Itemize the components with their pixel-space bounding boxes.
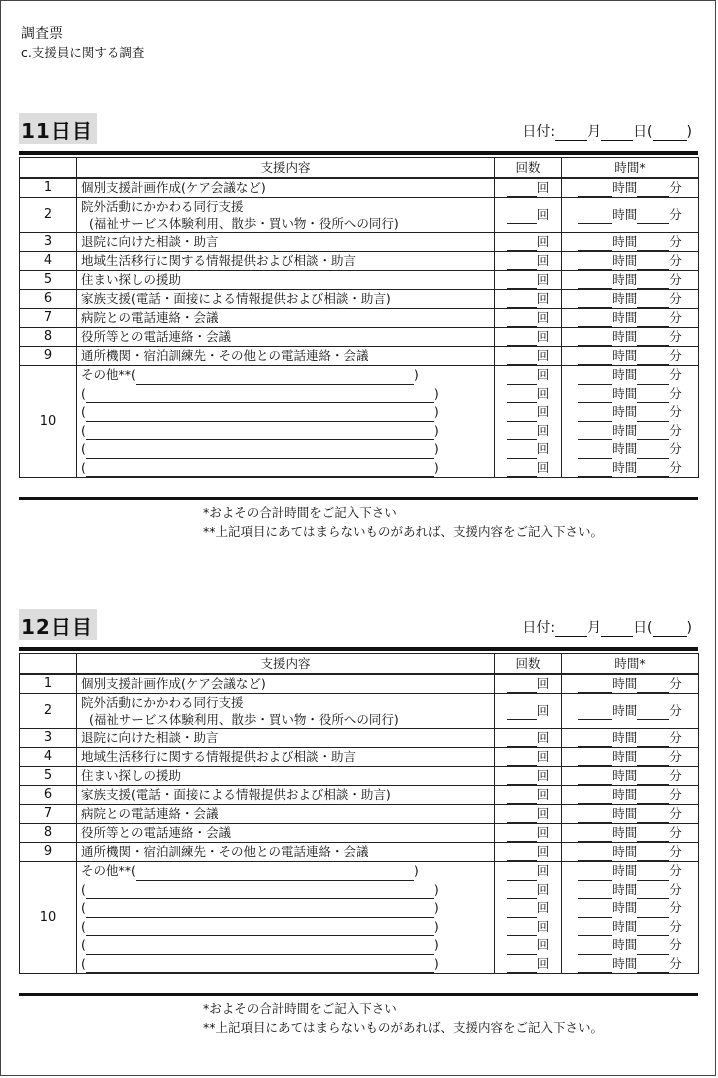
- other-blank[interactable]: [86, 426, 434, 440]
- time-cell[interactable]: [562, 233, 699, 252]
- time-cell[interactable]: [562, 767, 699, 786]
- hour-unit: 時間: [612, 310, 638, 325]
- table-row-other: [20, 366, 699, 478]
- time-cell[interactable]: [562, 694, 699, 729]
- minute-unit: 分: [669, 806, 682, 821]
- other-blank[interactable]: [86, 941, 434, 955]
- header-time: 時間*: [562, 654, 699, 675]
- time-cell[interactable]: [562, 290, 699, 309]
- hour-blank[interactable]: [578, 809, 612, 823]
- count-unit: 回: [536, 749, 550, 764]
- count-unit: 回: [536, 676, 550, 691]
- hour-blank[interactable]: [578, 408, 612, 422]
- day-blank[interactable]: [601, 126, 633, 141]
- hour-unit: 時間: [612, 329, 638, 344]
- count-cell[interactable]: [495, 178, 562, 198]
- table-row: [20, 786, 699, 805]
- table-row: [20, 178, 699, 198]
- count-cell[interactable]: [495, 271, 562, 290]
- hour-unit: 時間: [612, 844, 638, 859]
- month-blank[interactable]: [555, 622, 587, 637]
- doc-subtitle: c.支援員に関する調査: [21, 45, 145, 60]
- row-number: 4: [20, 252, 77, 271]
- table-row: [20, 198, 699, 233]
- count-blank[interactable]: [507, 426, 537, 440]
- minute-unit: 分: [669, 207, 682, 222]
- row-content: 住まい探しの援助: [77, 767, 495, 786]
- minute-unit: 分: [669, 329, 682, 344]
- hour-blank[interactable]: [578, 275, 612, 289]
- minute-blank[interactable]: [637, 752, 669, 766]
- row-number: 3: [20, 233, 77, 252]
- bottom-rule: [19, 993, 698, 996]
- date-field: [522, 121, 692, 141]
- header-time: 時間*: [562, 158, 699, 179]
- count-blank[interactable]: [507, 771, 537, 785]
- hour-blank[interactable]: [578, 463, 612, 477]
- minute-blank[interactable]: [637, 275, 669, 289]
- other-blank[interactable]: [86, 389, 434, 403]
- count-cell[interactable]: [495, 843, 562, 862]
- table-row: [20, 729, 699, 748]
- minute-blank[interactable]: [637, 294, 669, 308]
- minute-blank[interactable]: [637, 463, 669, 477]
- row-number: 5: [20, 271, 77, 290]
- hour-blank[interactable]: [578, 904, 612, 918]
- minute-unit: 分: [669, 310, 682, 325]
- minute-blank[interactable]: [637, 904, 669, 918]
- hour-unit: 時間: [612, 207, 638, 222]
- hour-unit: 時間: [612, 272, 638, 287]
- row-content: 病院との電話連絡・会議: [77, 309, 495, 328]
- day-section: [19, 609, 698, 1035]
- support-table: [19, 653, 699, 974]
- time-cell[interactable]: [562, 786, 699, 805]
- count-blank[interactable]: [507, 408, 537, 422]
- header-content: 支援内容: [77, 158, 495, 179]
- hour-unit: 時間: [612, 806, 638, 821]
- time-cell[interactable]: [562, 843, 699, 862]
- other-blank[interactable]: [86, 463, 434, 477]
- hour-unit: 時間: [612, 768, 638, 783]
- minute-unit: 分: [669, 253, 682, 268]
- count-blank[interactable]: [507, 463, 537, 477]
- count-unit: 回: [536, 787, 550, 802]
- minute-blank[interactable]: [637, 313, 669, 327]
- minute-blank[interactable]: [637, 733, 669, 747]
- count-blank[interactable]: [507, 275, 537, 289]
- count-blank[interactable]: [507, 941, 537, 955]
- count-blank[interactable]: [507, 904, 537, 918]
- row-content: 院外活動にかかわる同行支援 (福祉サービス体験利用、散歩・買い物・役所への同行): [77, 198, 495, 233]
- table-row: [20, 805, 699, 824]
- hour-unit: 時間: [612, 730, 638, 745]
- count-blank[interactable]: [507, 313, 537, 327]
- row-number: 3: [20, 729, 77, 748]
- other-label: その他**: [81, 863, 132, 878]
- month-label: 月: [587, 620, 602, 636]
- footnote-2: **上記項目にあてはまらないものがあれば、支援内容をご記入下さい。: [203, 1020, 604, 1035]
- count-unit: 回: [536, 825, 550, 840]
- hour-blank[interactable]: [578, 256, 612, 270]
- hour-blank[interactable]: [578, 828, 612, 842]
- time-cell[interactable]: [562, 178, 699, 198]
- count-blank[interactable]: [507, 351, 537, 365]
- row-content: 住まい探しの援助: [77, 271, 495, 290]
- count-unit: 回: [536, 844, 550, 859]
- count-cell[interactable]: [495, 748, 562, 767]
- minute-blank[interactable]: [637, 426, 669, 440]
- hour-unit: 時間: [612, 348, 638, 363]
- hour-blank[interactable]: [578, 332, 612, 346]
- hour-blank[interactable]: [578, 237, 612, 251]
- footnote-2: **上記項目にあてはまらないものがあれば、支援内容をご記入下さい。: [203, 524, 604, 539]
- hour-unit: 時間: [612, 253, 638, 268]
- header-count: 回数: [495, 158, 562, 179]
- table-row: [20, 694, 699, 729]
- count-blank[interactable]: [507, 828, 537, 842]
- count-blank[interactable]: [507, 210, 537, 224]
- minute-blank[interactable]: [637, 351, 669, 365]
- hour-blank[interactable]: [578, 922, 612, 936]
- count-blank[interactable]: [507, 389, 537, 403]
- hour-blank[interactable]: [578, 771, 612, 785]
- top-rule: [19, 647, 698, 651]
- count-cell[interactable]: [495, 824, 562, 843]
- time-cell[interactable]: [562, 252, 699, 271]
- count-cell[interactable]: [495, 767, 562, 786]
- hour-unit: 時間: [612, 787, 638, 802]
- time-cell[interactable]: [562, 674, 699, 694]
- count-blank[interactable]: [507, 183, 537, 197]
- row-number: 2: [20, 694, 77, 729]
- count-unit: 回: [536, 730, 550, 745]
- minute-blank[interactable]: [637, 445, 669, 459]
- minute-blank[interactable]: [637, 237, 669, 251]
- weekday-blank[interactable]: [653, 622, 687, 637]
- time-cell[interactable]: [562, 748, 699, 767]
- count-unit: 回: [536, 207, 550, 222]
- hour-blank[interactable]: [578, 867, 612, 881]
- minute-blank[interactable]: [637, 408, 669, 422]
- minute-blank[interactable]: [637, 922, 669, 936]
- other-blank[interactable]: [136, 867, 414, 881]
- count-blank[interactable]: [507, 706, 537, 720]
- footnote-1: *およその合計時間をご記入下さい: [203, 505, 397, 520]
- time-cell[interactable]: [562, 729, 699, 748]
- time-cell[interactable]: 時間 分 時間 分 時間 分 時間 分 時間 分 時間 分: [562, 366, 699, 478]
- minute-unit: 分: [669, 703, 682, 718]
- close-paren: ): [686, 124, 692, 140]
- table-row: [20, 674, 699, 694]
- row-number: 7: [20, 309, 77, 328]
- count-unit: 回: [536, 291, 550, 306]
- hour-blank[interactable]: [578, 351, 612, 365]
- close-paren: ): [686, 620, 692, 636]
- row-number: 2: [20, 198, 77, 233]
- hour-unit: 時間: [612, 234, 638, 249]
- minute-blank[interactable]: [637, 959, 669, 973]
- table-row: [20, 271, 699, 290]
- day-section: [19, 113, 698, 539]
- minute-blank[interactable]: [637, 371, 669, 385]
- minute-unit: 分: [669, 272, 682, 287]
- hour-blank[interactable]: [578, 847, 612, 861]
- table-row: [20, 843, 699, 862]
- doc-title: 調査票: [21, 26, 63, 42]
- table-header: [20, 654, 699, 675]
- minute-blank[interactable]: [637, 210, 669, 224]
- count-unit: 回: [536, 329, 550, 344]
- table-row: [20, 824, 699, 843]
- table-row: [20, 347, 699, 366]
- row-content: 地域生活移行に関する情報提供および相談・助言: [77, 748, 495, 767]
- footnote-1: *およその合計時間をご記入下さい: [203, 1001, 397, 1016]
- header-content: 支援内容: [77, 654, 495, 675]
- minute-unit: 分: [669, 768, 682, 783]
- table-row: [20, 252, 699, 271]
- minute-unit: 分: [669, 676, 682, 691]
- count-cell[interactable]: [495, 198, 562, 233]
- row-number: 1: [20, 674, 77, 694]
- count-cell[interactable]: [495, 674, 562, 694]
- count-blank[interactable]: [507, 256, 537, 270]
- header-count: 回数: [495, 654, 562, 675]
- row-number: 10: [20, 862, 77, 974]
- other-blank[interactable]: [86, 959, 434, 973]
- table-row: [20, 233, 699, 252]
- count-cell[interactable]: [495, 805, 562, 824]
- count-unit: 回: [536, 234, 550, 249]
- other-label: その他**: [81, 367, 132, 382]
- time-cell[interactable]: [562, 805, 699, 824]
- count-unit: 回: [536, 806, 550, 821]
- hour-blank[interactable]: [578, 183, 612, 197]
- count-unit: 回: [536, 348, 550, 363]
- minute-blank[interactable]: [637, 389, 669, 403]
- row-content: 家族支援(電話・面接による情報提供および相談・助言): [77, 786, 495, 805]
- count-cell[interactable]: [495, 786, 562, 805]
- table-row: [20, 309, 699, 328]
- count-blank[interactable]: [507, 294, 537, 308]
- count-unit: 回: [536, 703, 550, 718]
- count-cell[interactable]: [495, 309, 562, 328]
- hour-blank[interactable]: [578, 959, 612, 973]
- table-row: [20, 767, 699, 786]
- minute-unit: 分: [669, 234, 682, 249]
- minute-blank[interactable]: [637, 790, 669, 804]
- count-blank[interactable]: [507, 867, 537, 881]
- count-blank[interactable]: [507, 733, 537, 747]
- bottom-rule: [19, 497, 698, 500]
- row-number: 9: [20, 347, 77, 366]
- minute-blank[interactable]: [637, 332, 669, 346]
- day-label: 日(: [633, 620, 653, 636]
- hour-blank[interactable]: [578, 752, 612, 766]
- table-row: [20, 748, 699, 767]
- row-content: 個別支援計画作成(ケア会議など): [77, 178, 495, 198]
- count-blank[interactable]: [507, 847, 537, 861]
- count-cell[interactable]: 回 回 回 回 回 回: [495, 862, 562, 974]
- row-number: 4: [20, 748, 77, 767]
- hour-blank[interactable]: [578, 210, 612, 224]
- hour-unit: 時間: [612, 676, 638, 691]
- count-blank[interactable]: [507, 445, 537, 459]
- minute-unit: 分: [669, 844, 682, 859]
- hour-unit: 時間: [612, 825, 638, 840]
- row-content: 役所等との電話連絡・会議: [77, 824, 495, 843]
- row-number: 6: [20, 786, 77, 805]
- minute-unit: 分: [669, 180, 682, 195]
- minute-blank[interactable]: [637, 679, 669, 693]
- row-content: 病院との電話連絡・会議: [77, 805, 495, 824]
- count-blank[interactable]: [507, 237, 537, 251]
- count-unit: 回: [536, 253, 550, 268]
- month-blank[interactable]: [555, 126, 587, 141]
- minute-blank[interactable]: [637, 809, 669, 823]
- count-blank[interactable]: [507, 332, 537, 346]
- count-cell[interactable]: [495, 328, 562, 347]
- count-cell[interactable]: 回 回 回 回 回 回: [495, 366, 562, 478]
- support-table: [19, 157, 699, 478]
- time-cell[interactable]: [562, 198, 699, 233]
- count-blank[interactable]: [507, 752, 537, 766]
- count-blank[interactable]: [507, 959, 537, 973]
- date-label: 日付:: [522, 124, 556, 140]
- hour-blank[interactable]: [578, 294, 612, 308]
- other-blank[interactable]: [86, 408, 434, 422]
- time-cell[interactable]: [562, 309, 699, 328]
- count-blank[interactable]: [507, 809, 537, 823]
- other-blank[interactable]: [86, 885, 434, 899]
- hour-blank[interactable]: [578, 445, 612, 459]
- row-content: 地域生活移行に関する情報提供および相談・助言: [77, 252, 495, 271]
- minute-blank[interactable]: [637, 256, 669, 270]
- minute-blank[interactable]: [637, 847, 669, 861]
- time-cell[interactable]: [562, 824, 699, 843]
- top-rule: [19, 151, 698, 155]
- count-blank[interactable]: [507, 922, 537, 936]
- count-blank[interactable]: [507, 790, 537, 804]
- hour-blank[interactable]: [578, 679, 612, 693]
- count-unit: 回: [536, 768, 550, 783]
- minute-unit: 分: [669, 825, 682, 840]
- hour-blank[interactable]: [578, 313, 612, 327]
- count-blank[interactable]: [507, 885, 537, 899]
- minute-blank[interactable]: [637, 183, 669, 197]
- time-cell[interactable]: 時間 分 時間 分 時間 分 時間 分 時間 分 時間 分: [562, 862, 699, 974]
- time-cell[interactable]: [562, 271, 699, 290]
- row-content: 通所機関・宿泊訓練先・その他との電話連絡・会議: [77, 347, 495, 366]
- table-row-other: [20, 862, 699, 974]
- row-content: 家族支援(電話・面接による情報提供および相談・助言): [77, 290, 495, 309]
- minute-unit: 分: [669, 730, 682, 745]
- row-number: 9: [20, 843, 77, 862]
- row-content: 個別支援計画作成(ケア会議など): [77, 674, 495, 694]
- count-cell[interactable]: [495, 729, 562, 748]
- hour-unit: 時間: [612, 291, 638, 306]
- count-cell[interactable]: [495, 290, 562, 309]
- weekday-blank[interactable]: [653, 126, 687, 141]
- minute-unit: 分: [669, 787, 682, 802]
- table-header: [20, 158, 699, 179]
- day-title: 12日目: [19, 609, 97, 640]
- time-cell[interactable]: [562, 347, 699, 366]
- count-cell[interactable]: [495, 347, 562, 366]
- count-unit: 回: [536, 310, 550, 325]
- row-content: 退院に向けた相談・助言: [77, 729, 495, 748]
- count-cell[interactable]: [495, 252, 562, 271]
- row-content: 役所等との電話連絡・会議: [77, 328, 495, 347]
- date-label: 日付:: [522, 620, 556, 636]
- hour-blank[interactable]: [578, 941, 612, 955]
- row-number: 5: [20, 767, 77, 786]
- day-blank[interactable]: [601, 622, 633, 637]
- date-field: [522, 617, 692, 637]
- hour-blank[interactable]: [578, 371, 612, 385]
- minute-unit: 分: [669, 348, 682, 363]
- other-blank[interactable]: [136, 371, 414, 385]
- table-row: [20, 328, 699, 347]
- row-number: 10: [20, 366, 77, 478]
- hour-unit: 時間: [612, 180, 638, 195]
- hour-unit: 時間: [612, 749, 638, 764]
- row-number: 8: [20, 328, 77, 347]
- hour-blank[interactable]: [578, 389, 612, 403]
- row-content: その他**( ) ( ) ( ) ( ) ( ) ( ): [77, 862, 495, 974]
- count-blank[interactable]: [507, 371, 537, 385]
- row-number: 1: [20, 178, 77, 198]
- hour-blank[interactable]: [578, 733, 612, 747]
- minute-unit: 分: [669, 749, 682, 764]
- hour-blank[interactable]: [578, 790, 612, 804]
- day-title: 11日目: [19, 113, 97, 144]
- minute-blank[interactable]: [637, 941, 669, 955]
- count-unit: 回: [536, 272, 550, 287]
- other-blank[interactable]: [86, 904, 434, 918]
- minute-blank[interactable]: [637, 828, 669, 842]
- row-content: 退院に向けた相談・助言: [77, 233, 495, 252]
- count-cell[interactable]: [495, 694, 562, 729]
- table-row: [20, 290, 699, 309]
- row-content: 院外活動にかかわる同行支援 (福祉サービス体験利用、散歩・買い物・役所への同行): [77, 694, 495, 729]
- minute-unit: 分: [669, 291, 682, 306]
- row-number: 7: [20, 805, 77, 824]
- row-number: 6: [20, 290, 77, 309]
- row-content: 通所機関・宿泊訓練先・その他との電話連絡・会議: [77, 843, 495, 862]
- hour-blank[interactable]: [578, 706, 612, 720]
- other-blank[interactable]: [86, 922, 434, 936]
- minute-blank[interactable]: [637, 867, 669, 881]
- other-blank[interactable]: [86, 445, 434, 459]
- hour-blank[interactable]: [578, 426, 612, 440]
- day-label: 日(: [633, 124, 653, 140]
- count-blank[interactable]: [507, 679, 537, 693]
- count-cell[interactable]: [495, 233, 562, 252]
- row-number: 8: [20, 824, 77, 843]
- minute-blank[interactable]: [637, 885, 669, 899]
- minute-blank[interactable]: [637, 771, 669, 785]
- minute-blank[interactable]: [637, 706, 669, 720]
- time-cell[interactable]: [562, 328, 699, 347]
- count-unit: 回: [536, 180, 550, 195]
- month-label: 月: [587, 124, 602, 140]
- hour-unit: 時間: [612, 703, 638, 718]
- hour-blank[interactable]: [578, 885, 612, 899]
- row-content: その他**( ) ( ) ( ) ( ) ( ) ( ): [77, 366, 495, 478]
